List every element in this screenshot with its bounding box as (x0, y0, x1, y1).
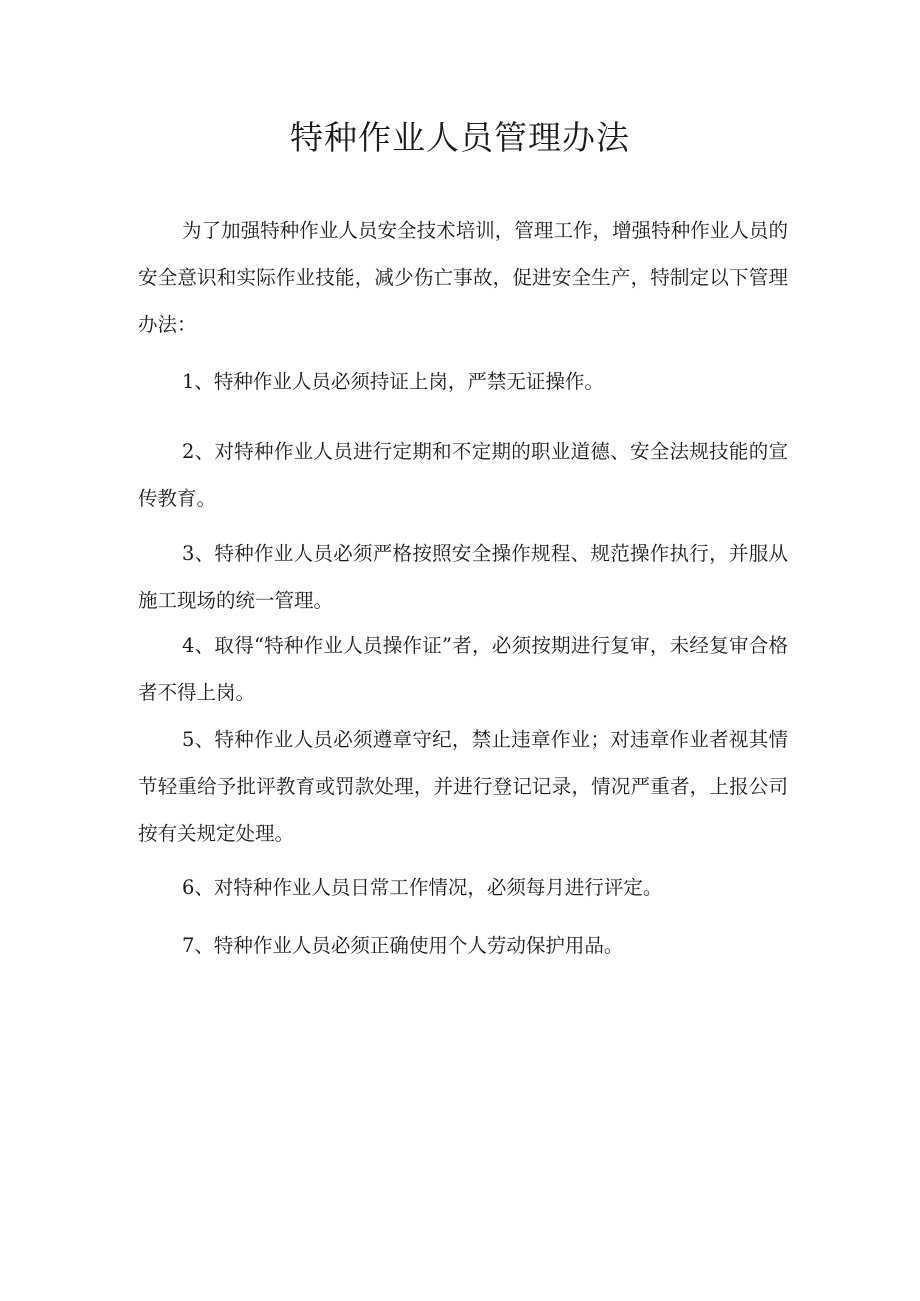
rule-item-7: 7、特种作业人员必须正确使用个人劳动保护用品。 (182, 934, 624, 957)
rule-item-1: 1、特种作业人员必须持证上岗，严禁无证操作。 (182, 370, 604, 393)
rule-item-4: 4、取得“特种作业人员操作证”者，必须按期进行复审，未经复审合格者不得上岗。 (138, 634, 788, 704)
intro-paragraph: 为了加强特种作业人员安全技术培训，管理工作，增强特种作业人员的安全意识和实际作业技能，减少伤亡事故，促进安全生产，特制定以下管理办法： (138, 219, 788, 336)
document-title: 特种作业人员管理办法 (290, 118, 630, 157)
rule-item-6: 6、对特种作业人员日常工作情况，必须每月进行评定。 (182, 876, 663, 899)
rule-item-5: 5、特种作业人员必须遵章守纪，禁止违章作业；对违章作业者视其情节轻重给予批评教育或罚款处理，并进行登记记录，情况严重者，上报公司按有关规定处理。 (138, 728, 788, 845)
rule-item-3: 3、特种作业人员必须严格按照安全操作规程、规范操作执行，并服从施工现场的统一管理。 (138, 542, 788, 612)
rule-item-2: 2、对特种作业人员进行定期和不定期的职业道德、安全法规技能的宣传教育。 (138, 440, 788, 510)
